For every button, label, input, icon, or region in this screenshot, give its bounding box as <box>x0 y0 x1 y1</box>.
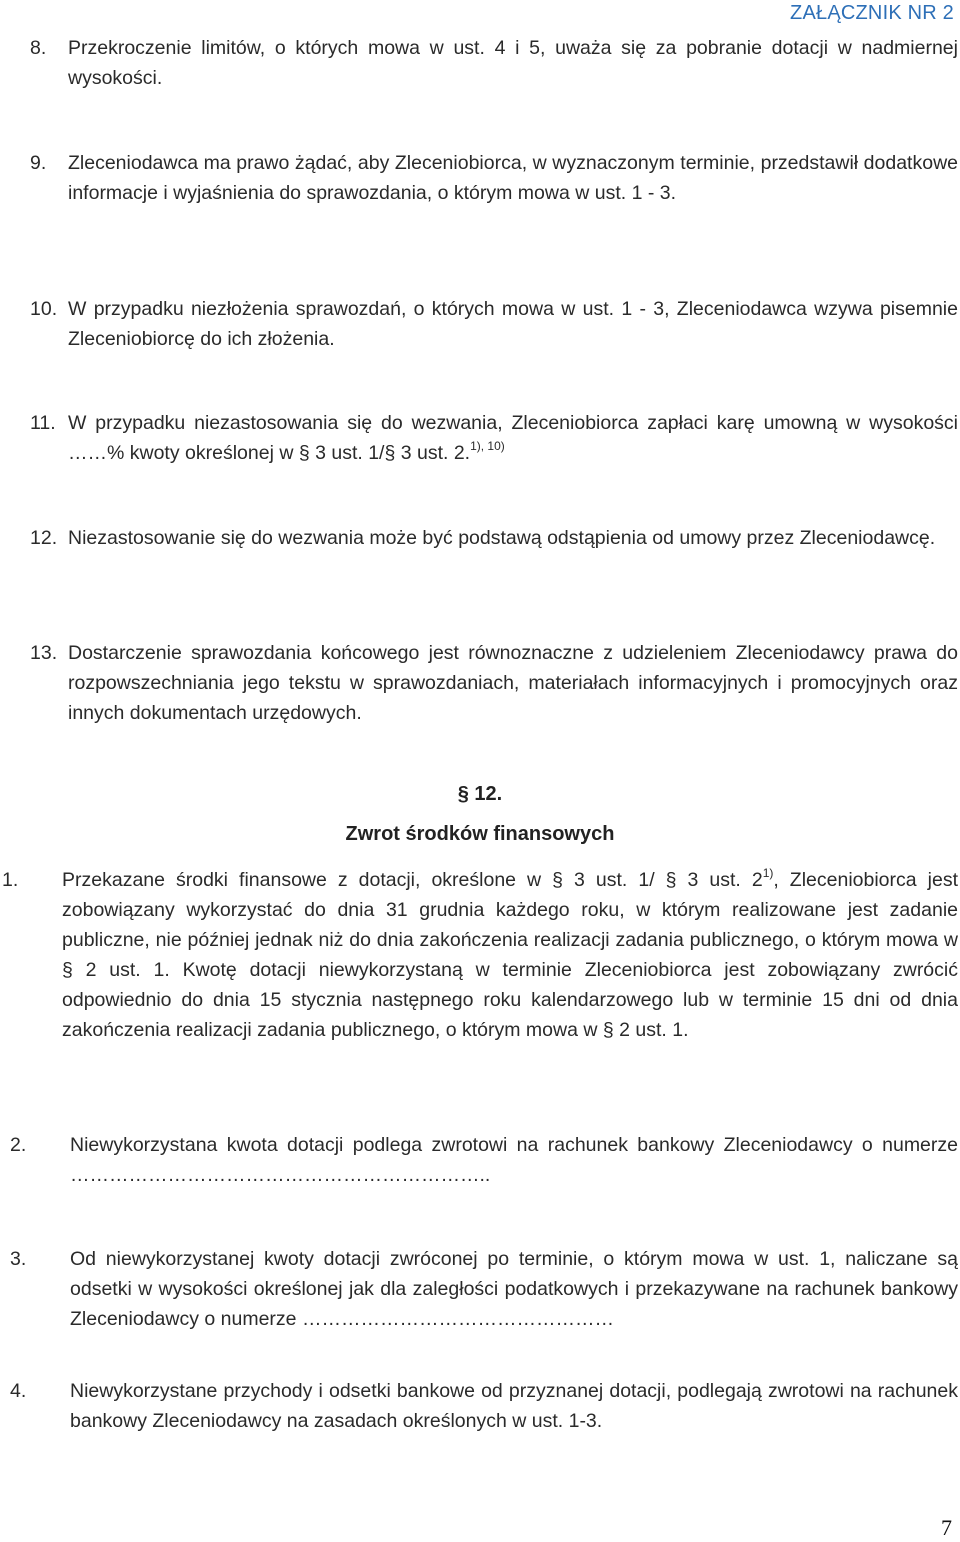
annex-header: ZAŁĄCZNIK NR 2 <box>790 2 954 24</box>
footnote-ref: 1) <box>762 865 774 880</box>
item-text <box>62 865 958 1045</box>
footnote-ref: 1), 10) <box>470 438 505 453</box>
item-text: Dostarczenie sprawozdania końcowego jest równoznaczne z udzieleniem Zleceniodawcy prawa do rozpowszechniania jego tekstu w sprawozdaniach, materiałach informacyjnych i promocyjnych oraz innych dokumentach urzędowych. <box>68 642 958 724</box>
item-text-body: W przypadku niezastosowania się do wezwania, Zleceniobiorca zapłaci karę umowną w wysokości ……% kwoty określonej w § 3 ust. 1/§ 3 ust. 2. <box>68 412 958 464</box>
item-number: 4. <box>10 1380 27 1402</box>
item-text: Zleceniodawca ma prawo żądać, aby Zleceniobiorca, w wyznaczonym terminie, przedstawił dodatkowe informacje i wyjaśnienia do sprawozdania, o którym mowa w ust. 1 - 3. <box>68 152 958 204</box>
item-number: 13. <box>30 642 58 664</box>
item-text <box>68 408 958 468</box>
list-item <box>10 1244 958 1334</box>
item-number: 1. <box>2 869 19 891</box>
item-number: 10. <box>30 298 58 320</box>
page-number: 7 <box>941 1515 952 1540</box>
list-item <box>10 1130 958 1190</box>
list-item <box>30 148 958 208</box>
item-text: Od niewykorzystanej kwoty dotacji zwróconej po terminie, o którym mowa w ust. 1, naliczane są odsetki w wysokości określonej jak dla zaległości podatkowych i przekazywane na rachunek bankowy Zleceniodawcy o numerze ………………………………………… <box>70 1248 958 1330</box>
list-item <box>30 33 958 93</box>
item-text: W przypadku niezłożenia sprawozdań, o których mowa w ust. 1 - 3, Zleceniodawca wzywa pisemnie Zleceniobiorcę do ich złożenia. <box>68 298 958 350</box>
item-text: Niezastosowanie się do wezwania może być podstawą odstąpienia od umowy przez Zleceniodawcę. <box>68 527 936 549</box>
item-text: Niewykorzystane przychody i odsetki bankowe od przyznanej dotacji, podlegają zwrotowi na rachunek bankowy Zleceniodawcy na zasadach określonych w ust. 1-3. <box>70 1380 958 1432</box>
section-title: Zwrot środków finansowych <box>345 823 615 845</box>
item-number: 8. <box>30 37 47 59</box>
item-number: 3. <box>10 1248 27 1270</box>
item-text: Przekroczenie limitów, o których mowa w ust. 4 i 5, uważa się za pobranie dotacji w nadmiernej wysokości. <box>68 37 958 89</box>
item-text-before: Przekazane środki finansowe z dotacji, określone w § 3 ust. 1/ § 3 ust. 2 <box>62 869 763 891</box>
item-number: 12. <box>30 527 58 549</box>
item-text: Niewykorzystana kwota dotacji podlega zwrotowi na rachunek bankowy Zleceniodawcy o numerze ……………………………………………………….. <box>70 1134 958 1186</box>
item-number: 11. <box>30 412 56 434</box>
section-symbol: § 12. <box>457 783 503 805</box>
item-text-after: , Zleceniobiorca jest zobowiązany wykorzystać do dnia 31 grudnia każdego roku, w którym realizowane jest zadanie publiczne, nie później jednak niż do dnia zakończenia realizacji zadania publicznego, o którym mowa w § 2 ust. 1. Kwotę dotacji niewykorzystaną w terminie Zleceniobiorca jest zobowiązany zwrócić odpowiednio do dnia 15 stycznia następnego roku kalendarzowego lub w terminie 15 dni od dnia zakończenia realizacji zadania publicznego, o którym mowa w § 2 ust. 1. <box>62 869 958 1041</box>
list-item <box>30 523 958 553</box>
list-item <box>30 294 958 354</box>
list-item <box>30 408 958 468</box>
list-item <box>30 638 958 728</box>
item-number: 9. <box>30 152 47 174</box>
list-item <box>10 1376 958 1436</box>
item-number: 2. <box>10 1134 27 1156</box>
list-item <box>2 865 958 1045</box>
